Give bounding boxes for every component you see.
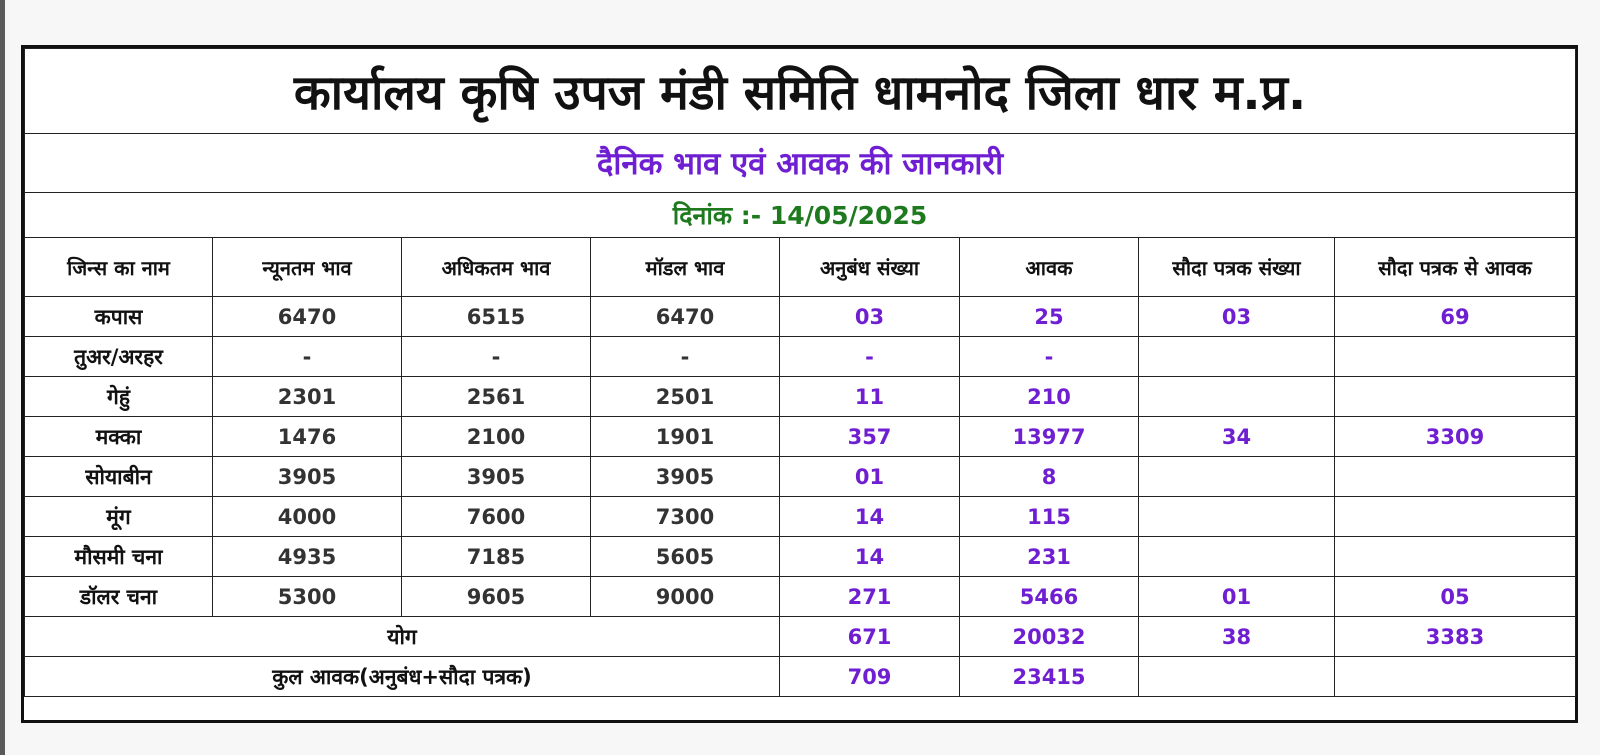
max-rate: 2561 (402, 377, 591, 417)
min-rate: 5300 (213, 577, 402, 617)
table-row (25, 417, 1576, 457)
deal-count (1139, 537, 1335, 577)
min-rate: 1476 (213, 417, 402, 457)
max-rate: 9605 (402, 577, 591, 617)
grand-total-deal-arrival (1335, 657, 1576, 697)
deal-arrival: 3309 (1335, 417, 1576, 457)
grand-total-arrival: 23415 (960, 657, 1139, 697)
col-header-min-rate: न्यूनतम भाव (213, 238, 402, 297)
arrival: - (960, 337, 1139, 377)
max-rate: 2100 (402, 417, 591, 457)
max-rate: 7185 (402, 537, 591, 577)
grand-total-deal-count (1139, 657, 1335, 697)
total-deal-count: 38 (1139, 617, 1335, 657)
model-rate: 6470 (591, 297, 780, 337)
deal-arrival (1335, 337, 1576, 377)
col-header-max-rate: अधिकतम भाव (402, 238, 591, 297)
arrival: 13977 (960, 417, 1139, 457)
table-row (25, 497, 1576, 537)
min-rate: 6470 (213, 297, 402, 337)
deal-count: 34 (1139, 417, 1335, 457)
commodity-name: कपास (25, 297, 213, 337)
deal-arrival (1335, 537, 1576, 577)
commodity-name: डॉलर चना (25, 577, 213, 617)
deal-arrival (1335, 497, 1576, 537)
min-rate: 4935 (213, 537, 402, 577)
deal-count (1139, 377, 1335, 417)
col-header-commodity: जिन्स का नाम (25, 238, 213, 297)
model-rate: 3905 (591, 457, 780, 497)
col-header-deal-count: सौदा पत्रक संख्या (1139, 238, 1335, 297)
deal-count: 01 (1139, 577, 1335, 617)
total-contract-count: 671 (780, 617, 960, 657)
max-rate: 3905 (402, 457, 591, 497)
deal-count (1139, 497, 1335, 537)
column-header-row (25, 238, 1576, 297)
col-header-model-rate: मॉडल भाव (591, 238, 780, 297)
contract-count: 271 (780, 577, 960, 617)
total-arrival: 20032 (960, 617, 1139, 657)
left-edge-bar (0, 0, 5, 755)
col-header-contract-count: अनुबंध संख्या (780, 238, 960, 297)
arrival: 115 (960, 497, 1139, 537)
contract-count: 14 (780, 537, 960, 577)
date-row (25, 193, 1576, 238)
contract-count: 01 (780, 457, 960, 497)
subtitle-row (25, 134, 1576, 193)
min-rate: - (213, 337, 402, 377)
arrival: 5466 (960, 577, 1139, 617)
min-rate: 3905 (213, 457, 402, 497)
model-rate: 5605 (591, 537, 780, 577)
col-header-deal-arrival: सौदा पत्रक से आवक (1335, 238, 1576, 297)
table-row (25, 537, 1576, 577)
commodity-name: तुअर/अरहर (25, 337, 213, 377)
commodity-name: मूंग (25, 497, 213, 537)
grand-total-row (25, 657, 1576, 697)
commodity-name: गेहुं (25, 377, 213, 417)
commodity-name: मक्का (25, 417, 213, 457)
office-title: कार्यालय कृषि उपज मंडी समिति धामनोद जिला धार म.प्र. (25, 49, 1576, 134)
table-row (25, 457, 1576, 497)
arrival: 25 (960, 297, 1139, 337)
contract-count: 14 (780, 497, 960, 537)
col-header-arrival: आवक (960, 238, 1139, 297)
grand-total-contract-count: 709 (780, 657, 960, 697)
contract-count: - (780, 337, 960, 377)
table-row (25, 337, 1576, 377)
min-rate: 4000 (213, 497, 402, 537)
deal-count (1139, 457, 1335, 497)
min-rate: 2301 (213, 377, 402, 417)
table-row (25, 377, 1576, 417)
model-rate: 2501 (591, 377, 780, 417)
total-deal-arrival: 3383 (1335, 617, 1576, 657)
deal-arrival (1335, 377, 1576, 417)
total-label: योग (25, 617, 780, 657)
mandi-rate-sheet (21, 45, 1578, 723)
contract-count: 11 (780, 377, 960, 417)
deal-count: 03 (1139, 297, 1335, 337)
model-rate: 1901 (591, 417, 780, 457)
commodity-name: मौसमी चना (25, 537, 213, 577)
title-row (25, 49, 1576, 134)
total-row (25, 617, 1576, 657)
commodity-name: सोयाबीन (25, 457, 213, 497)
arrival: 210 (960, 377, 1139, 417)
report-date: दिनांक :- 14/05/2025 (25, 193, 1576, 238)
report-subtitle: दैनिक भाव एवं आवक की जानकारी (25, 134, 1576, 193)
arrival: 8 (960, 457, 1139, 497)
deal-arrival: 69 (1335, 297, 1576, 337)
max-rate: 7600 (402, 497, 591, 537)
model-rate: - (591, 337, 780, 377)
daily-rate-table (24, 48, 1576, 697)
table-row (25, 297, 1576, 337)
max-rate: - (402, 337, 591, 377)
table-row (25, 577, 1576, 617)
deal-arrival (1335, 457, 1576, 497)
model-rate: 9000 (591, 577, 780, 617)
contract-count: 357 (780, 417, 960, 457)
model-rate: 7300 (591, 497, 780, 537)
contract-count: 03 (780, 297, 960, 337)
grand-total-label: कुल आवक(अनुबंध+सौदा पत्रक) (25, 657, 780, 697)
deal-arrival: 05 (1335, 577, 1576, 617)
arrival: 231 (960, 537, 1139, 577)
max-rate: 6515 (402, 297, 591, 337)
deal-count (1139, 337, 1335, 377)
